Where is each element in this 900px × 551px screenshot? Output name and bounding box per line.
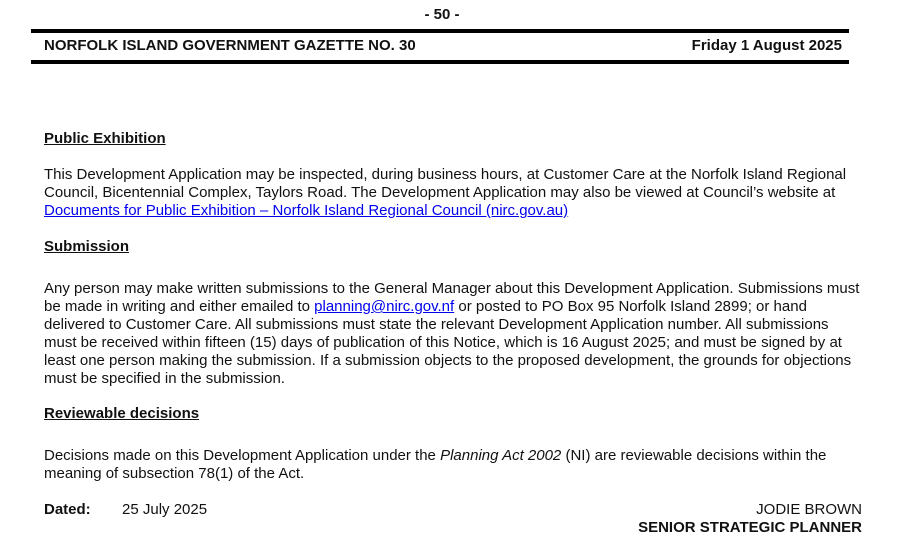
submission-paragraph [44, 280, 864, 388]
public-exhibition-paragraph [44, 166, 864, 220]
planning-act-title: Planning Act 2002 [440, 447, 562, 464]
reviewable-decisions-paragraph [44, 447, 864, 483]
dated-value: 25 July 2025 [122, 501, 208, 518]
gazette-header [44, 37, 842, 54]
signer-title: SENIOR STRATEGIC PLANNER [638, 519, 862, 536]
reviewable-text-start: Decisions made on this Development Application under the [44, 447, 441, 464]
header-bottom-rule [31, 60, 849, 64]
reviewable-decisions-heading: Reviewable decisions [44, 405, 200, 422]
submission-text-start: Any person may make written submissions to the General Manager about this Development Application. Submissions must be made in writing and either emailed to [44, 280, 860, 315]
gazette-date: Friday 1 August 2025 [691, 37, 842, 54]
submission-text-end: or posted to PO Box 95 Norfolk Island 2899; or hand delivered to Customer Care. All submissions must state the relevant Development Application number. All submissions must be received within fifteen (15) days of publication of this Notice, which is 16 August 2025; and must be signed by at least one person making the submission. If a submission objects to the proposed development, the grounds for objections must be specified in the submission. [44, 298, 852, 387]
planning-email-link[interactable]: planning@nirc.gov.nf [314, 298, 455, 315]
public-exhibition-text: This Development Application may be inspected, during business hours, at Customer Care at the Norfolk Island Regional Council, Bicentennial Complex, Taylors Road. The Development Application may also be viewed at Council’s website at [44, 166, 847, 201]
signer-name: JODIE BROWN [756, 501, 862, 518]
public-exhibition-heading: Public Exhibition [44, 130, 166, 147]
dated-label: Dated: [44, 501, 91, 518]
header-top-rule [31, 29, 849, 33]
gazette-title: NORFOLK ISLAND GOVERNMENT GAZETTE NO. 30 [44, 37, 416, 54]
page-number: - 50 - [424, 6, 460, 23]
reviewable-text-end: (NI) are reviewable decisions within the meaning of subsection 78(1) of the Act. [44, 447, 827, 482]
submission-heading: Submission [44, 238, 130, 255]
public-exhibition-documents-link[interactable]: Documents for Public Exhibition – Norfolk Island Regional Council (nirc.gov.au) [44, 202, 569, 219]
